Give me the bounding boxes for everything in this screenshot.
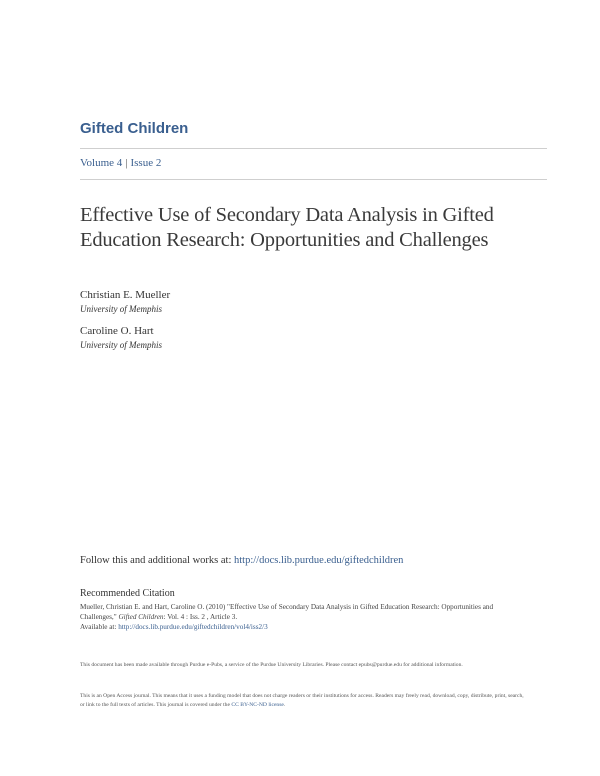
article-link[interactable]: http://docs.lib.purdue.edu/giftedchildren/vol4/iss2/3 — [118, 623, 268, 631]
breadcrumb-separator: | — [125, 157, 128, 169]
citation-authors: Mueller, Christian E. and Hart, Caroline O. (2010) "Effective Use of Secondary Data Analysis in Gifted Education Research: Opportunities and Challenges," — [80, 603, 494, 621]
author-affiliation: University of Memphis — [80, 340, 162, 350]
volume-link[interactable]: Volume 4 — [80, 157, 123, 169]
recommended-citation-heading: Recommended Citation — [80, 588, 175, 599]
bottom-divider — [80, 179, 547, 180]
collection-link[interactable]: http://docs.lib.purdue.edu/giftedchildren — [234, 555, 404, 566]
issue-link[interactable]: Issue 2 — [130, 157, 162, 169]
open-access-notice — [80, 692, 525, 710]
availability-notice: This document has been made available through Purdue e-Pubs, a service of the Purdue University Libraries. Please contact epubs@purdue.edu for additional information. — [80, 662, 463, 668]
follow-line — [80, 555, 403, 566]
author-affiliation: University of Memphis — [80, 304, 162, 314]
citation-volume: : Vol. 4 : Iss. 2 , Article 3. — [163, 613, 238, 621]
citation-text — [80, 602, 520, 632]
follow-prefix: Follow this and additional works at: — [80, 555, 232, 566]
open-access-text: This is an Open Access journal. This means that it uses a funding model that does not charge readers or their institutions for access. Readers may freely read, download, copy, distribute, print, search, or link to the full texts of articles. This journal is covered under the — [80, 693, 524, 708]
license-link[interactable]: CC BY-NC-ND license — [231, 702, 284, 708]
journal-title[interactable]: Gifted Children — [80, 120, 189, 137]
top-divider — [80, 148, 547, 149]
available-label: Available at: — [80, 623, 117, 631]
author-name[interactable]: Christian E. Mueller — [80, 289, 171, 301]
notice-period: . — [283, 702, 286, 708]
volume-issue-breadcrumb — [80, 157, 161, 169]
citation-journal: Gifted Children — [118, 613, 164, 621]
author-name[interactable]: Caroline O. Hart — [80, 325, 154, 337]
article-title: Effective Use of Secondary Data Analysis in Gifted Education Research: Opportunities and Challenges — [80, 204, 494, 251]
